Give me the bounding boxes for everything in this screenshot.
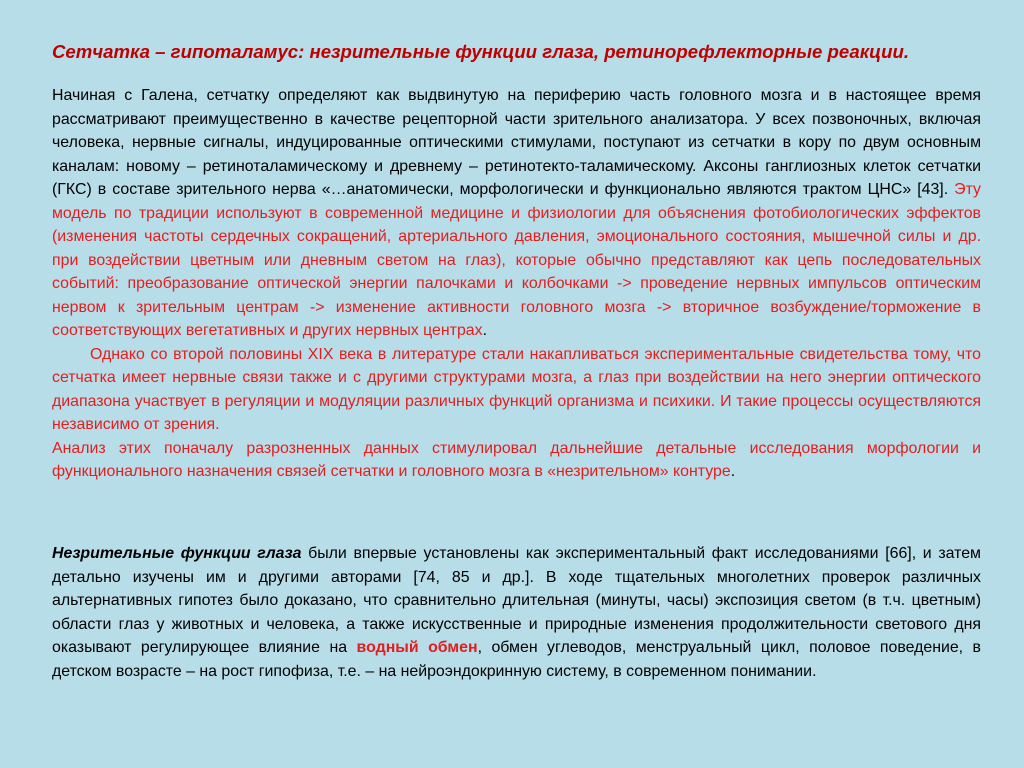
nonvisual-functions-text-2: , обмен углеводов, менструальный цикл, половое поведение, в детском возрасте – на рост гипофиза, т.е. – на нейроэндокринную систему, в современном понимании. [52, 639, 981, 680]
paragraph-xix-century: Однако со второй половины XIX века в литературе стали накапливаться экспериментальные свидетельства тому, что сетчатка имеет нервные связи также и с другими структурами мозга, а глаз при воздействии на него энергии оптического диапазона участвует в регуляции и модуляции различных функций организма и психики. И такие процессы осуществляются независимо от зрения. [52, 345, 981, 433]
paragraph-analysis [52, 437, 981, 484]
text-block-top [52, 84, 981, 484]
paragraph-galen-text: Начиная с Галена, сетчатку определяют как выдвинутую на периферию часть головного мозга и в настоящее время рассматривают преимущественно в качестве рецепторной части зрительного анализатора. У всех позвоночных, включая человека, нервные сигналы, индуцированные оптическими стимулами, поступают из сетчатки в кору по двум основным каналам: новому – ретиноталамическому и древнему – ретинотекто-таламическому. Аксоны ганглиозных клеток сетчатки (ГКС) в составе зрительного нерва «…анатомически, морфологически и функционально являются трактом ЦНС» [43]. [52, 87, 981, 198]
slide-title: Сетчатка – гипоталамус: незрительные функции глаза, ретинорефлекторные реакции. [52, 41, 910, 62]
nonvisual-functions-term: Незрительные функции глаза [52, 545, 302, 562]
paragraph-galen-model-text: Эту модель по традиции используют в современной медицине и физиологии для объяснения фотобиологических эффектов (изменения частоты сердечных сокращений, артериального давления, эмоционального состояния, мышечной силы и др. при воздействии цветным или дневным светом на глаз), которые обычно представляют как цепь последовательных событий: преобразование оптической энергии палочками и колбочками -> проведение нервных импульсов оптическим нервом к зрительным центрам -> изменение активности головного мозга -> вторичное возбуждение/торможение в соответствующих вегетативных и других нервных центрах [52, 181, 981, 339]
paragraph-galen-end: . [482, 322, 487, 339]
paragraph-galen [52, 84, 981, 343]
nonvisual-functions-text-1: были впервые установлены как экспериментальный факт исследованиями [66], и затем детально изучены им и другими авторами [74, 85 и др.]. В ходе тщательных многолетних проверок различных альтернативных гипотез было доказано, что сравнительно длительная (минуты, часы) экспозиция светом (в т.ч. цветным) области глаз у животных и человека, а также искусственные и природные изменения продолжительности светового дня оказывают регулирующее влияние на [52, 545, 981, 656]
paragraph-analysis-text: Анализ этих поначалу разрозненных данных стимулировал дальнейшие детальные исследования морфологии и функционального назначения связей сетчатки и головного мозга в «незрительном» контуре [52, 439, 981, 480]
text-block-bottom [52, 542, 981, 683]
paragraph-nonvisual-functions [52, 542, 981, 683]
paragraph-analysis-end: . [730, 463, 736, 480]
water-exchange-highlight: водный обмен [356, 639, 478, 656]
